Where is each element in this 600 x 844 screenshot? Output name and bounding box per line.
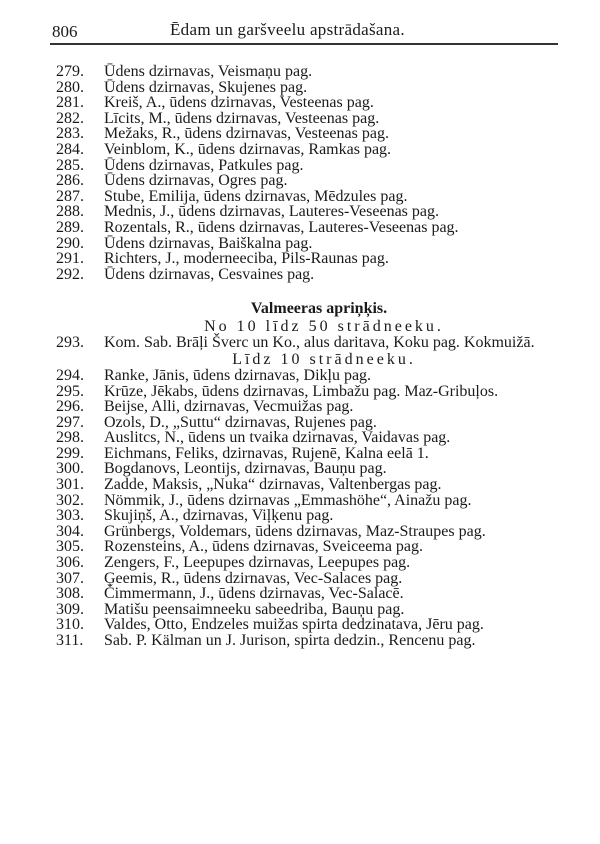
entry-text: Stube, Emilija, ūdens dzirnavas, Mēdzules pag. xyxy=(104,187,408,205)
list-item xyxy=(56,415,552,431)
list-item xyxy=(56,493,552,509)
list-item xyxy=(56,236,552,252)
page-header xyxy=(52,20,556,42)
list-item xyxy=(56,204,552,220)
list-item xyxy=(56,586,552,602)
entry-list-3 xyxy=(56,368,552,649)
list-item xyxy=(56,430,552,446)
page-number: 806 xyxy=(52,22,78,41)
list-item xyxy=(56,399,552,415)
entry-text: Ranke, Jānis, ūdens dzirnavas, Dikļu pag. xyxy=(104,366,372,384)
entry-number: 284. xyxy=(56,140,84,158)
list-item xyxy=(56,158,552,174)
entry-text: Zengers, F., Leepupes dzirnavas, Leepupes pag. xyxy=(104,554,411,572)
list-item xyxy=(56,335,552,351)
entry-number: 290. xyxy=(56,234,84,252)
list-item xyxy=(56,384,552,400)
entry-text: Ūdens dzirnavas, Veismaņu pag. xyxy=(104,63,313,80)
entry-number: 282. xyxy=(56,109,84,127)
list-item xyxy=(56,220,552,236)
entry-number: 310. xyxy=(56,616,84,634)
entry-text: Grünbergs, Voldemars, ūdens dzirnavas, Maz-Straupes pag. xyxy=(104,522,486,540)
entry-list-1 xyxy=(56,64,552,282)
entry-text: Auslitcs, N., ūdens un tvaika dzirnavas, Vaidavas pag. xyxy=(104,429,451,447)
entry-text: Rozentals, R., ūdens dzirnavas, Lauteres-Veseenas pag. xyxy=(104,218,459,236)
list-item xyxy=(56,524,552,540)
entry-number: 283. xyxy=(56,125,84,143)
entry-number: 309. xyxy=(56,600,84,618)
entry-number: 294. xyxy=(56,366,84,384)
entry-text: Krūze, Jēkabs, ūdens dzirnavas, Limbažu pag. Maz-Gribuļos. xyxy=(104,382,499,400)
entry-text: Ūdens dzirnavas, Ogres pag. xyxy=(104,172,288,190)
entry-number: 280. xyxy=(56,78,84,96)
entry-number: 279. xyxy=(56,63,84,80)
entry-number: 287. xyxy=(56,187,84,205)
entry-number: 303. xyxy=(56,507,84,525)
header-rule xyxy=(50,43,558,45)
entry-text: Valdes, Otto, Endzeles muižas spirta dedzinatava, Jēru pag. xyxy=(104,616,484,634)
list-item xyxy=(56,477,552,493)
entry-list-2 xyxy=(56,335,552,351)
entry-text: Līcits, M., ūdens dzirnavas, Vesteenas pag. xyxy=(104,109,380,127)
list-item xyxy=(56,251,552,267)
entry-number: 307. xyxy=(56,569,84,587)
list-item xyxy=(56,602,552,618)
entry-text: Mežaks, R., ūdens dzirnavas, Vesteenas pag. xyxy=(104,125,389,143)
entry-number: 305. xyxy=(56,538,84,556)
entry-text: Richters, J., moderneeciba, Pils-Raunas pag. xyxy=(104,250,389,268)
entry-number: 297. xyxy=(56,413,84,431)
list-item xyxy=(56,539,552,555)
running-title: Ēdam un garšveelu apstrādašana. xyxy=(170,20,405,39)
entry-number: 285. xyxy=(56,156,84,174)
list-item xyxy=(56,617,552,633)
entry-number: 300. xyxy=(56,460,84,478)
entry-text: Čimmermann, J., ūdens dzirnavas, Vec-Salacē. xyxy=(104,585,404,603)
entry-text: Kom. Sab. Brāļi Šverc un Ko., alus daritava, Koku pag. Kokmuižā. xyxy=(104,334,535,352)
entry-number: 281. xyxy=(56,94,84,112)
entry-text: Zadde, Maksis, „Nuka“ dzirnavas, Valtenbergas pag. xyxy=(104,476,442,494)
entry-text: Matišu peensaimneeku sabeedriba, Bauņu pag. xyxy=(104,600,405,618)
list-item xyxy=(56,267,552,283)
entry-number: 306. xyxy=(56,554,84,572)
list-item xyxy=(56,80,552,96)
entry-text: Bogdanovs, Leontijs, dzirnavas, Bauņu pag. xyxy=(104,460,387,478)
entry-number: 296. xyxy=(56,398,84,416)
list-item xyxy=(56,368,552,384)
entry-text: Ūdens dzirnavas, Patkules pag. xyxy=(104,156,304,174)
entry-number: 289. xyxy=(56,218,84,236)
section-title: Valmeeras apriņķis. xyxy=(250,300,388,318)
entry-text: Sab. P. Kälman un J. Jurison, spirta dedzin., Rencenu pag. xyxy=(104,632,476,649)
list-item xyxy=(56,555,552,571)
subheading-under-10: Līdz 10 strādneeku. xyxy=(232,350,416,368)
list-item xyxy=(56,95,552,111)
entry-text: Ūdens dzirnavas, Baiškalna pag. xyxy=(104,234,313,252)
entry-number: 288. xyxy=(56,203,84,221)
page-content xyxy=(56,64,552,649)
list-item xyxy=(56,64,552,80)
entry-number: 301. xyxy=(56,476,84,494)
entry-number: 292. xyxy=(56,265,84,283)
entry-number: 286. xyxy=(56,172,84,190)
entry-text: Veinblom, K., ūdens dzirnavas, Ramkas pag. xyxy=(104,140,392,158)
entry-text: Eichmans, Feliks, dzirnavas, Rujenē, Kalna eelā 1. xyxy=(104,444,429,462)
entry-number: 304. xyxy=(56,522,84,540)
subheading-10-50: No 10 līdz 50 strādneeku. xyxy=(204,318,444,336)
list-item xyxy=(56,189,552,205)
entry-text: Beijse, Alli, dzirnavas, Vecmuižas pag. xyxy=(104,398,354,416)
list-item xyxy=(56,461,552,477)
list-item xyxy=(56,142,552,158)
list-item xyxy=(56,111,552,127)
entry-text: Ģeemis, R., ūdens dzirnavas, Vec-Salaces pag. xyxy=(104,569,403,587)
list-item xyxy=(56,446,552,462)
list-item xyxy=(56,571,552,587)
entry-number: 311. xyxy=(56,632,84,649)
entry-text: Ūdens dzirnavas, Cesvaines pag. xyxy=(104,265,315,283)
list-item xyxy=(56,173,552,189)
list-item xyxy=(56,126,552,142)
entry-text: Skujiņš, A., dzirnavas, Viļķenu pag. xyxy=(104,507,334,525)
entry-number: 291. xyxy=(56,250,84,268)
entry-text: Ozols, D., „Suttu“ dzirnavas, Rujenes pag. xyxy=(104,413,377,431)
entry-number: 308. xyxy=(56,585,84,603)
entry-text: Nömmik, J., ūdens dzirnavas „Emmashöhe“, Ainažu pag. xyxy=(104,491,472,509)
entry-text: Mednis, J., ūdens dzirnavas, Lauteres-Veseenas pag. xyxy=(104,203,440,221)
entry-number: 293. xyxy=(56,334,84,352)
list-item xyxy=(56,633,552,649)
entry-text: Rozensteins, A., ūdens dzirnavas, Sveiceema pag. xyxy=(104,538,424,556)
entry-number: 299. xyxy=(56,444,84,462)
entry-text: Ūdens dzirnavas, Skujenes pag. xyxy=(104,78,308,96)
entry-number: 302. xyxy=(56,491,84,509)
entry-text: Kreiš, A., ūdens dzirnavas, Vesteenas pag. xyxy=(104,94,374,112)
entry-number: 298. xyxy=(56,429,84,447)
entry-number: 295. xyxy=(56,382,84,400)
list-item xyxy=(56,508,552,524)
